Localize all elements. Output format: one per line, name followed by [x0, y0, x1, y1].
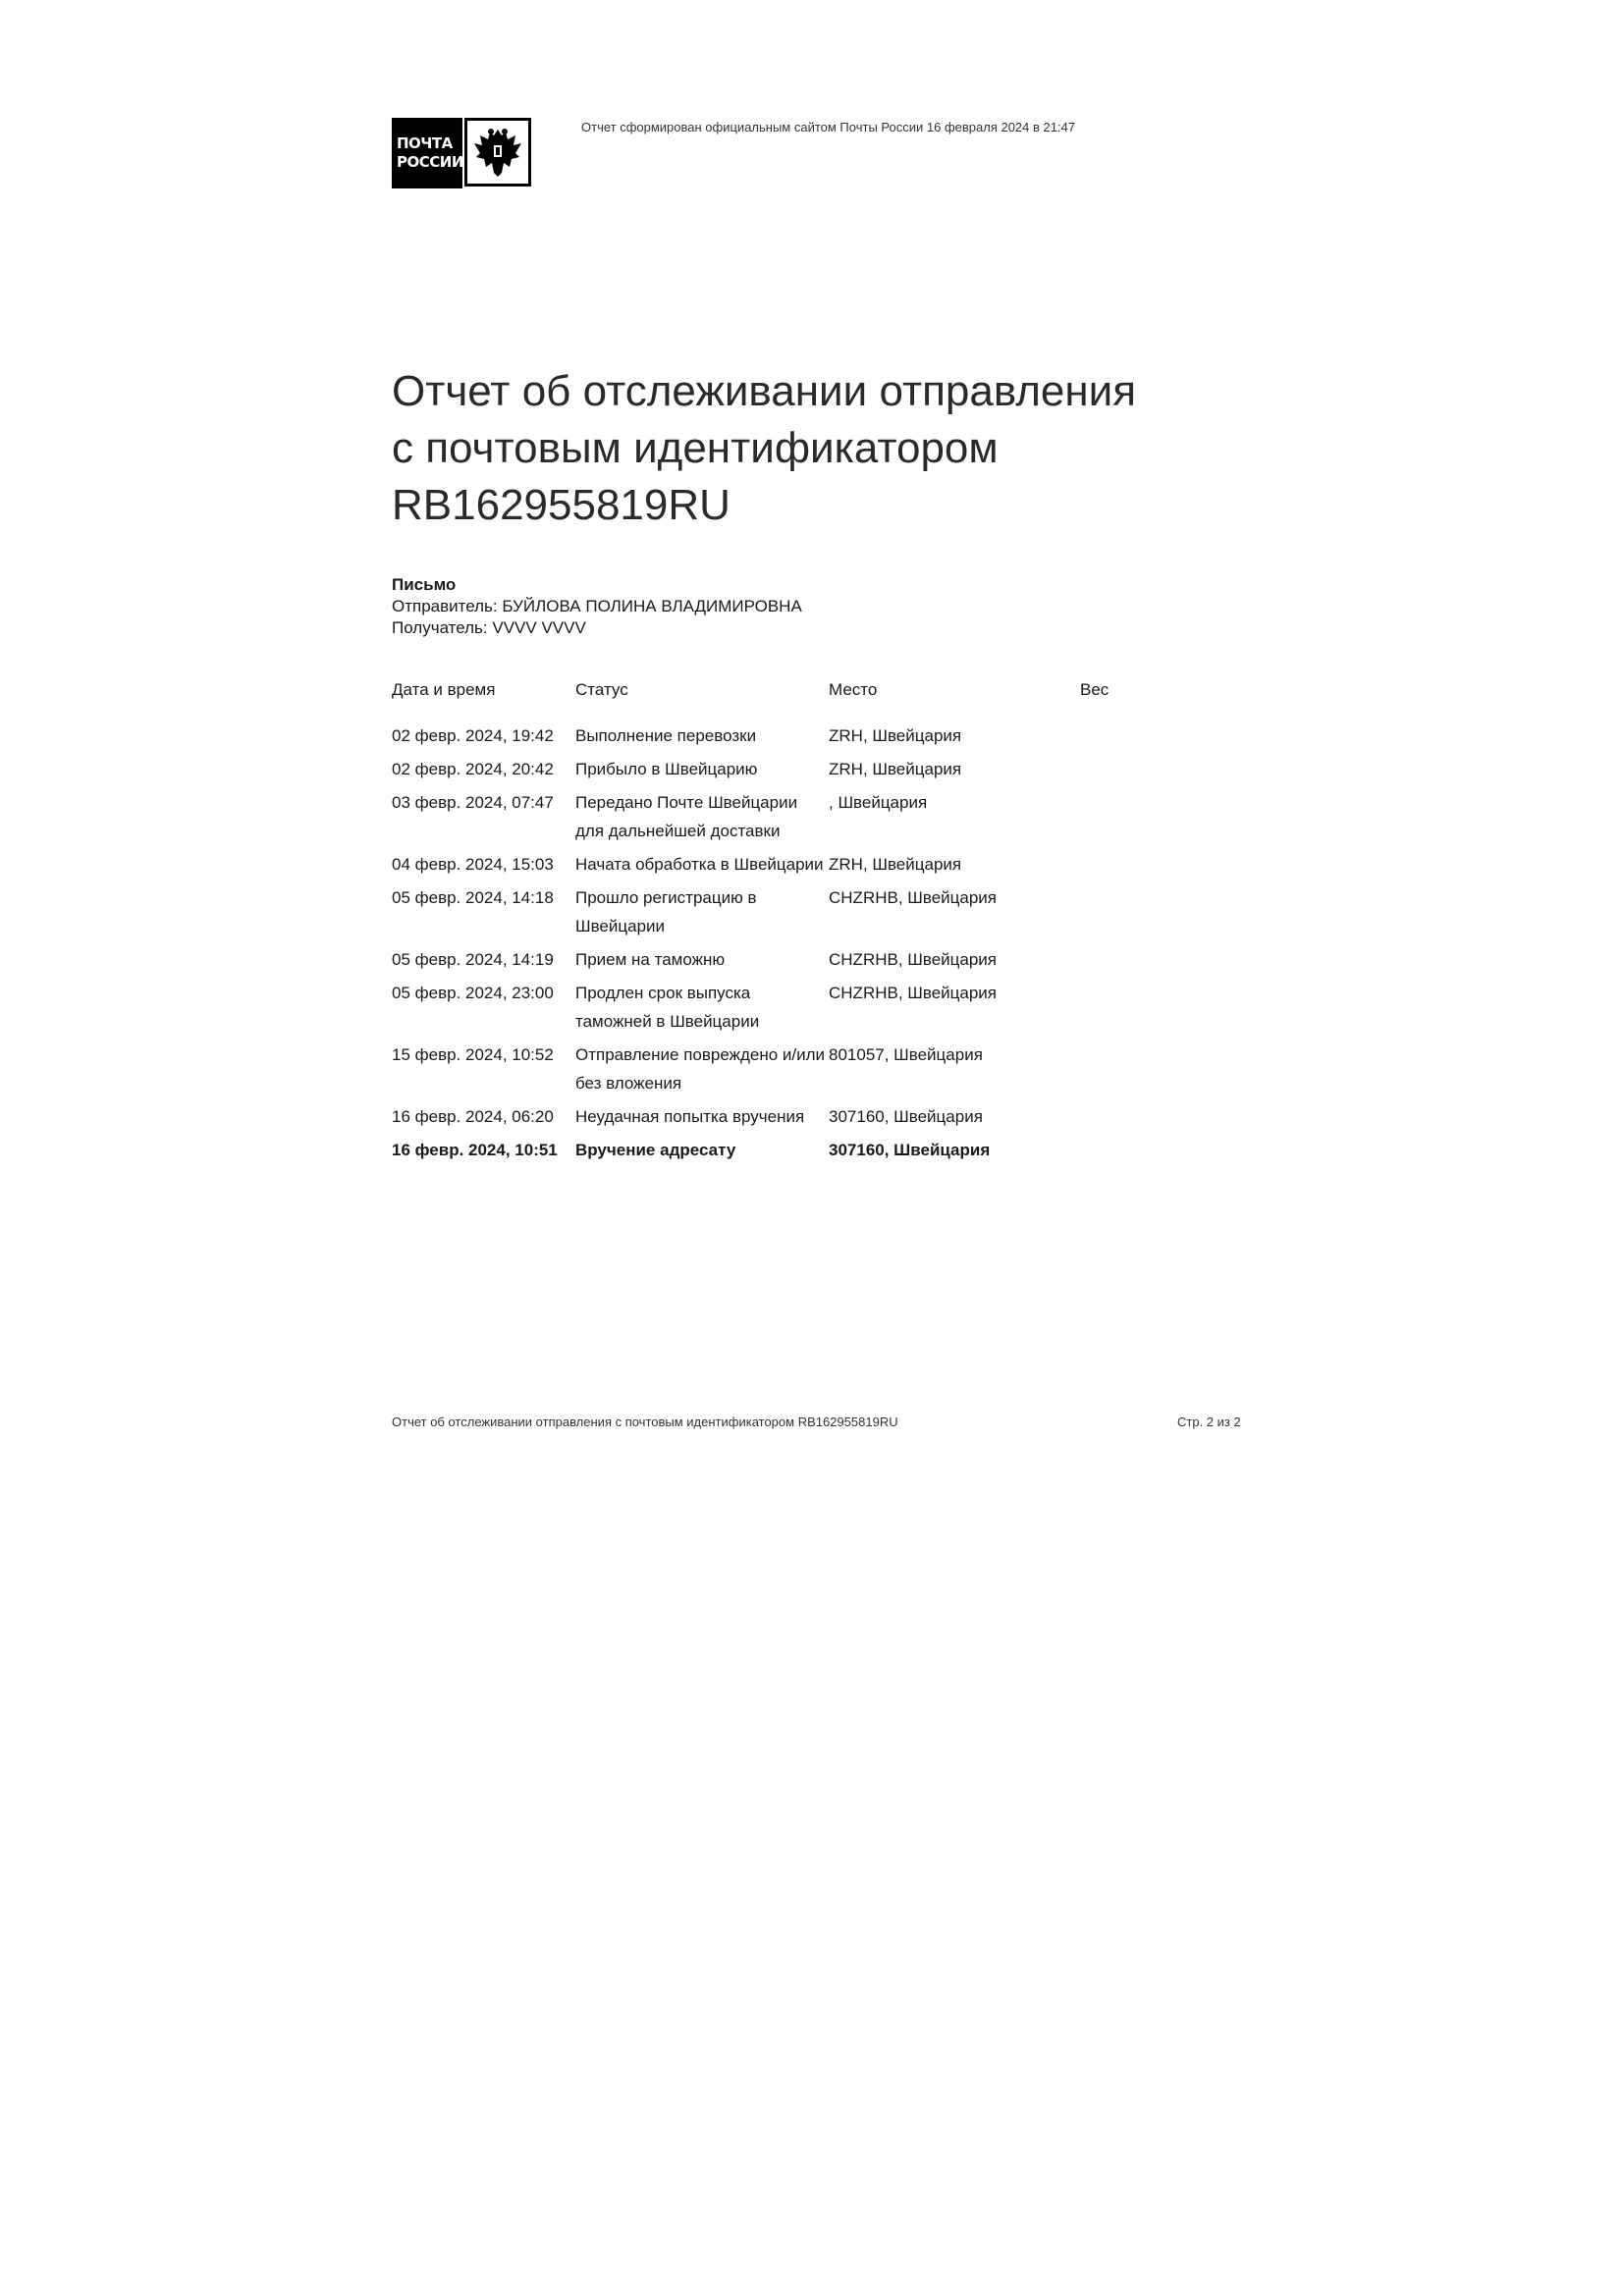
sender: Отправитель: БУЙЛОВА ПОЛИНА ВЛАДИМИРОВНА — [392, 597, 802, 615]
logo-wordmark — [392, 118, 462, 188]
row-date: 05 февр. 2024, 14:19 — [392, 950, 554, 969]
column-header-date: Дата и время — [392, 680, 496, 699]
table-row — [392, 979, 1256, 1036]
column-header-status: Статус — [575, 680, 628, 699]
row-status: Прошло регистрацию в Швейцарии — [575, 888, 757, 935]
shipment-type: Письмо — [392, 575, 457, 594]
table-row — [392, 883, 1256, 940]
row-status: Выполнение перевозки — [575, 726, 757, 745]
row-weight — [1080, 788, 1198, 845]
table-row — [392, 721, 1256, 750]
row-date: 16 февр. 2024, 10:51 — [392, 1141, 558, 1159]
row-place: ZRH, Швейцария — [829, 855, 962, 874]
title-line-2: с почтовым идентификатором — [392, 424, 999, 472]
row-date: 15 февр. 2024, 10:52 — [392, 1045, 554, 1064]
column-header-place: Место — [829, 680, 878, 699]
table-row — [392, 850, 1256, 879]
column-header-weight: Вес — [1080, 680, 1109, 699]
row-weight — [1080, 1136, 1198, 1164]
row-date: 16 февр. 2024, 06:20 — [392, 1107, 554, 1126]
row-place: ZRH, Швейцария — [829, 726, 962, 745]
row-status: Продлен срок выпуска таможней в Швейцарии — [575, 984, 760, 1031]
row-status: Начата обработка в Швейцарии — [575, 855, 824, 874]
table-header — [392, 680, 1256, 716]
tracking-number: RB162955819RU — [392, 481, 730, 529]
row-status: Прием на таможню — [575, 950, 726, 969]
row-weight — [1080, 755, 1198, 783]
row-place: CHZRHB, Швейцария — [829, 888, 997, 907]
table-row — [392, 945, 1256, 974]
row-place: CHZRHB, Швейцария — [829, 984, 997, 1002]
row-weight — [1080, 1041, 1198, 1097]
row-status: Неудачная попытка вручения — [575, 1107, 805, 1126]
table-row — [392, 788, 1256, 845]
row-date: 04 февр. 2024, 15:03 — [392, 855, 554, 874]
row-place: 307160, Швейцария — [829, 1107, 983, 1126]
row-place: 307160, Швейцария — [829, 1141, 991, 1159]
row-date: 03 февр. 2024, 07:47 — [392, 793, 554, 812]
row-date: 02 февр. 2024, 19:42 — [392, 726, 554, 745]
recipient: Получатель: VVVV VVVV — [392, 618, 586, 637]
logo-line-1: ПОЧТА — [397, 134, 453, 152]
shipment-info — [392, 574, 802, 639]
table-row — [392, 755, 1256, 783]
table-row-final — [392, 1136, 1256, 1164]
row-status: Передано Почте Швейцарии для дальнейшей доставки — [575, 793, 798, 840]
page-title — [392, 363, 1275, 534]
pochta-rossii-logo — [392, 118, 533, 188]
report-generated-note: Отчет сформирован официальным сайтом Почты России 16 февраля 2024 в 21:47 — [581, 120, 1076, 134]
row-place: 801057, Швейцария — [829, 1045, 983, 1064]
row-weight — [1080, 850, 1198, 879]
row-date: 05 февр. 2024, 14:18 — [392, 888, 554, 907]
row-weight — [1080, 979, 1198, 1036]
row-status: Отправление повреждено и/или без вложения — [575, 1045, 826, 1093]
row-date: 05 февр. 2024, 23:00 — [392, 984, 554, 1002]
row-weight — [1080, 883, 1198, 940]
row-status: Прибыло в Швейцарию — [575, 760, 758, 778]
row-status: Вручение адресату — [575, 1141, 736, 1159]
row-place: ZRH, Швейцария — [829, 760, 962, 778]
table-row — [392, 1041, 1256, 1097]
row-weight — [1080, 945, 1198, 974]
row-place: , Швейцария — [829, 793, 928, 812]
row-weight — [1080, 721, 1198, 750]
title-line-1: Отчет об отслеживании отправления — [392, 367, 1137, 415]
row-place: CHZRHB, Швейцария — [829, 950, 997, 969]
logo-line-2: РОССИИ — [397, 153, 463, 171]
page-number: Стр. 2 из 2 — [1177, 1415, 1241, 1429]
table-row — [392, 1102, 1256, 1131]
footer-report-title: Отчет об отслеживании отправления с почтовым идентификатором RB162955819RU — [392, 1415, 898, 1429]
tracking-table — [392, 680, 1256, 1169]
row-date: 02 февр. 2024, 20:42 — [392, 760, 554, 778]
double-eagle-icon — [464, 118, 531, 187]
row-weight — [1080, 1102, 1198, 1131]
